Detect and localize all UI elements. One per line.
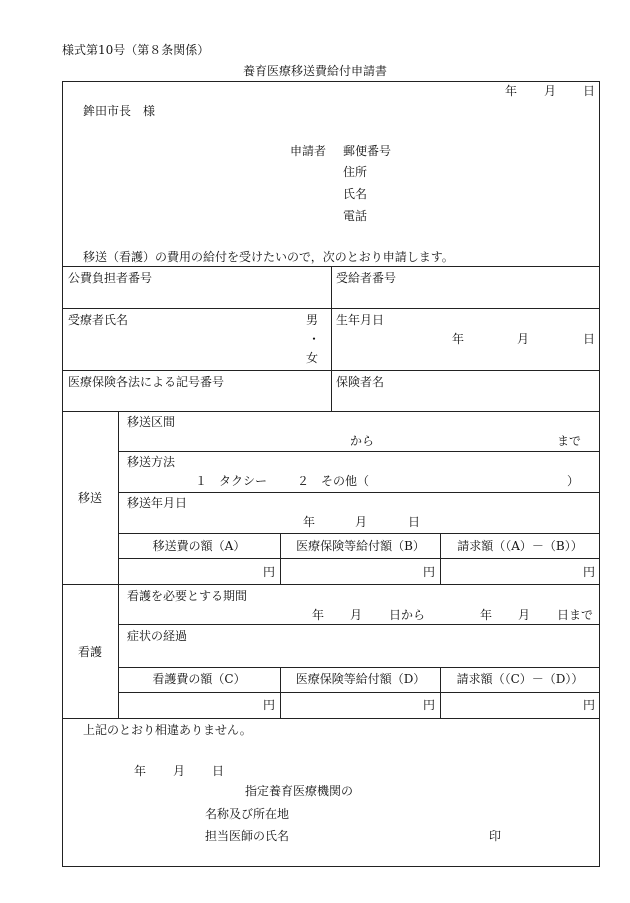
route-label: 移送区間 xyxy=(127,415,176,429)
transport-section-label: 移送 xyxy=(77,491,102,505)
birth-year: 年 xyxy=(452,332,465,346)
nursing-cost-header: 看護費の額（C） xyxy=(152,672,246,686)
seal-mark: 印 xyxy=(489,829,502,843)
row-line xyxy=(62,411,600,412)
section-divider xyxy=(118,411,119,718)
form-title: 養育医療移送費給付申請書 xyxy=(242,64,387,78)
date-year: 年 xyxy=(505,84,518,98)
insurer-label: 保険者名 xyxy=(336,375,385,389)
info-divider xyxy=(331,266,332,411)
applicant-label: 申請者 xyxy=(290,144,327,158)
method-label: 移送方法 xyxy=(127,455,176,469)
cert-date-month: 月 xyxy=(173,764,186,778)
transport-date-month: 月 xyxy=(355,515,368,529)
route-to: まで xyxy=(557,434,582,448)
transport-claim-header: 請求額（（A）－（B）） xyxy=(457,539,583,553)
institution-label: 指定養育医療機関の xyxy=(245,784,354,798)
yen-unit: 円 xyxy=(263,565,276,579)
row-line xyxy=(62,584,600,585)
name-address-label: 名称及び所在地 xyxy=(205,807,290,821)
nursing-section-label: 看護 xyxy=(77,645,102,659)
inner-line xyxy=(118,624,600,625)
frame-bottom xyxy=(62,866,600,867)
nursing-insurance-header: 医療保険等給付額（D） xyxy=(295,672,426,686)
form-number: 様式第10号（第８条関係） xyxy=(62,43,210,57)
sex-male: 男 xyxy=(306,313,319,327)
insurance-symbol-label: 医療保険各法による記号番号 xyxy=(68,375,225,389)
nursing-period-label: 看護を必要とする期間 xyxy=(127,589,248,603)
public-payer-label: 公費負担者番号 xyxy=(68,271,153,285)
transport-insurance-header: 医療保険等給付額（B） xyxy=(296,539,425,553)
inner-line xyxy=(118,558,600,559)
yen-unit: 円 xyxy=(583,698,596,712)
method-option-other: ２ その他（ xyxy=(297,474,370,488)
application-statement: 移送（看護）の費用の給付を受けたいので，次のとおり申請します。 xyxy=(83,250,454,264)
birth-label: 生年月日 xyxy=(336,313,385,327)
transport-date-label: 移送年月日 xyxy=(127,496,188,510)
nursing-claim-header: 請求額（（C）－（D）） xyxy=(456,672,584,686)
birth-day: 日 xyxy=(583,332,596,346)
method-close-paren: ） xyxy=(567,474,580,488)
date-day: 日 xyxy=(583,84,596,98)
birth-month: 月 xyxy=(517,332,530,346)
doctor-name-label: 担当医師の氏名 xyxy=(205,829,290,843)
method-option-taxi: １ タクシー xyxy=(195,474,268,488)
period-start-year: 年 xyxy=(312,608,325,622)
period-start-day: 日から xyxy=(389,608,426,622)
phone-label: 電話 xyxy=(343,209,368,223)
certification-statement: 上記のとおり相違ありません。 xyxy=(83,723,252,737)
inner-line xyxy=(118,451,600,452)
postal-label: 郵便番号 xyxy=(343,144,392,158)
symptom-label: 症状の経過 xyxy=(127,629,188,643)
date-month: 月 xyxy=(544,84,557,98)
addressee: 鉾田市長 様 xyxy=(83,104,156,118)
route-from: から xyxy=(350,434,375,448)
frame-left xyxy=(62,81,63,867)
period-end-day: 日まで xyxy=(557,608,594,622)
sex-separator: ・ xyxy=(308,332,321,346)
yen-unit: 円 xyxy=(423,698,436,712)
period-end-year: 年 xyxy=(480,608,493,622)
recipient-label: 受給者番号 xyxy=(336,271,397,285)
inner-line xyxy=(118,667,600,668)
inner-line xyxy=(118,533,600,534)
frame-right xyxy=(599,81,600,867)
transport-cost-header: 移送費の額（A） xyxy=(152,539,246,553)
name-label: 氏名 xyxy=(343,187,368,201)
yen-unit: 円 xyxy=(263,698,276,712)
cert-date-day: 日 xyxy=(212,764,225,778)
period-start-month: 月 xyxy=(350,608,363,622)
yen-unit: 円 xyxy=(583,565,596,579)
address-label: 住所 xyxy=(343,165,368,179)
transport-date-day: 日 xyxy=(408,515,421,529)
patient-name-label: 受療者氏名 xyxy=(68,313,129,327)
inner-line xyxy=(118,692,600,693)
yen-unit: 円 xyxy=(423,565,436,579)
sex-female: 女 xyxy=(306,351,319,365)
inner-line xyxy=(118,492,600,493)
transport-date-year: 年 xyxy=(303,515,316,529)
frame-top xyxy=(62,81,600,82)
row-line xyxy=(62,718,600,719)
cert-date-year: 年 xyxy=(134,764,147,778)
period-end-month: 月 xyxy=(518,608,531,622)
